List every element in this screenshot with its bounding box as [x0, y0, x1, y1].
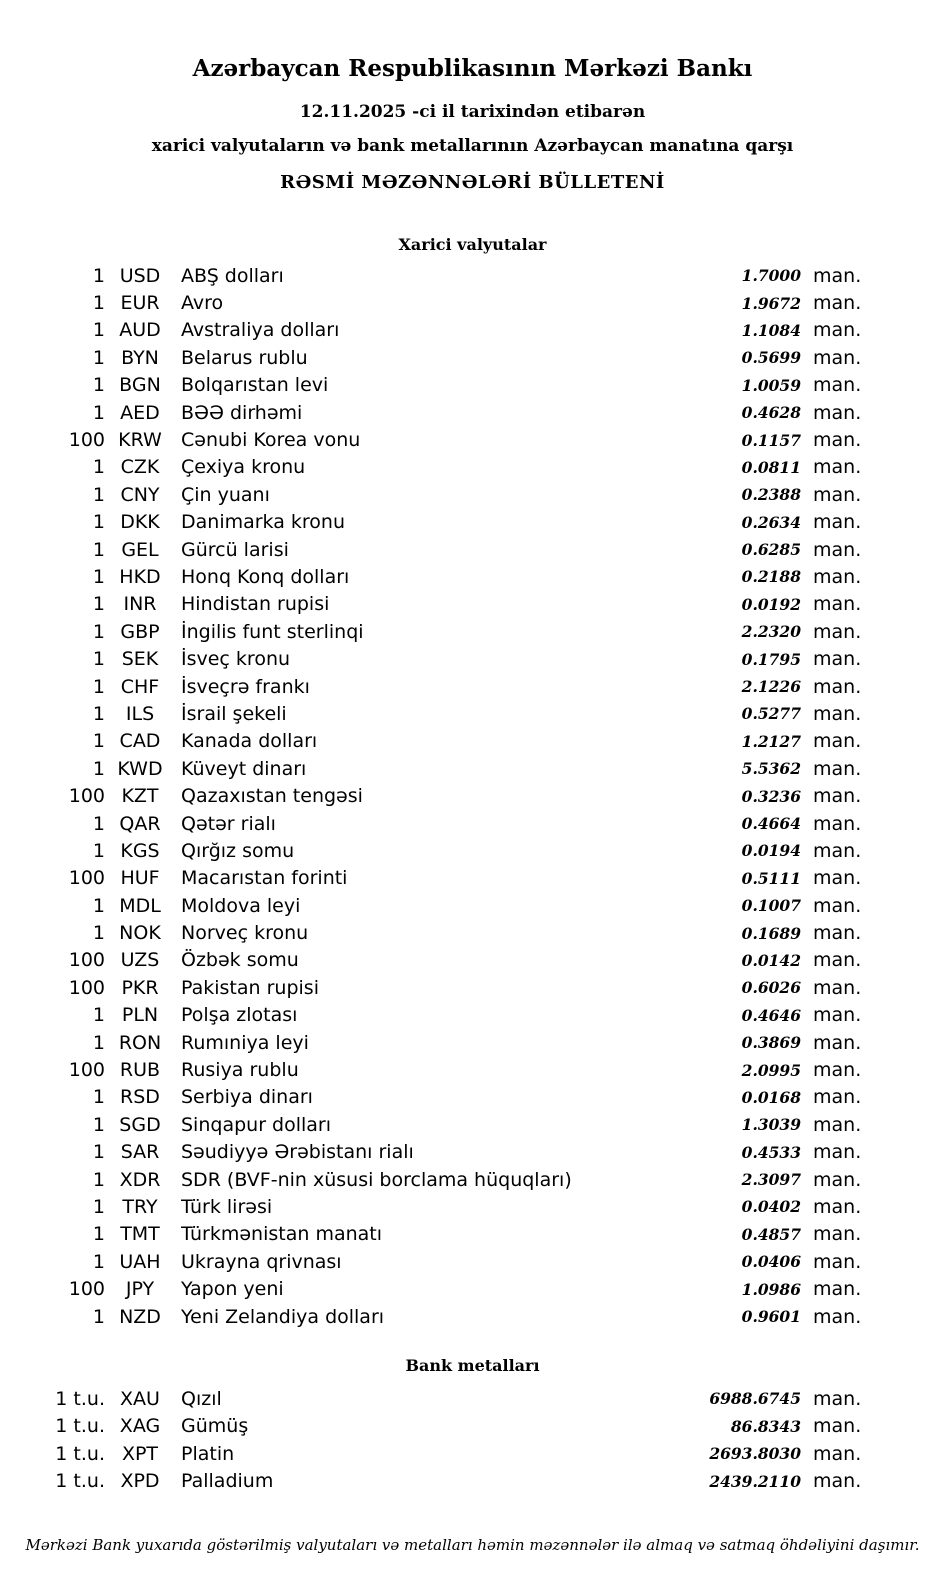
- row-rate: 0.0192: [741, 594, 801, 614]
- row-rate: 0.2634: [741, 512, 801, 532]
- row-unit: man.: [813, 1086, 862, 1109]
- row-unit: man.: [813, 1031, 862, 1054]
- row-rate: 2.1226: [741, 677, 801, 697]
- row-name: Cənubi Korea vonu: [181, 429, 361, 452]
- row-rate: 0.3869: [741, 1033, 801, 1053]
- row-qty: 1: [92, 839, 105, 862]
- row-code: CHF: [120, 675, 160, 698]
- row-name: Qətər rialı: [181, 812, 276, 835]
- metals-table: [0, 1385, 945, 1495]
- row-name: Gümüş: [181, 1415, 249, 1438]
- row-qty: 1: [92, 757, 105, 780]
- row-code: DKK: [120, 511, 160, 534]
- row-qty: 100: [68, 1059, 105, 1082]
- table-row: [0, 1029, 945, 1056]
- table-row: [0, 1303, 945, 1330]
- row-name: Küveyt dinarı: [181, 757, 307, 780]
- row-code: XAG: [119, 1415, 161, 1438]
- row-code: QAR: [119, 812, 161, 835]
- row-unit: man.: [813, 949, 862, 972]
- row-name: Belarus rublu: [181, 346, 308, 369]
- row-name: Qazaxıstan tengəsi: [181, 785, 363, 808]
- row-rate: 2.2320: [741, 622, 801, 642]
- row-qty: 1: [92, 620, 105, 643]
- row-rate: 0.1007: [741, 896, 801, 916]
- table-row: [0, 810, 945, 837]
- row-unit: man.: [813, 1168, 862, 1191]
- table-row: [0, 700, 945, 727]
- row-name: Honq Konq dolları: [181, 565, 350, 588]
- row-rate: 0.5277: [741, 704, 801, 724]
- row-name: Yapon yeni: [181, 1278, 284, 1301]
- row-qty: 1: [92, 456, 105, 479]
- row-unit: man.: [813, 1250, 862, 1273]
- row-qty: 1 t.u.: [55, 1442, 105, 1465]
- row-name: İsrail şekeli: [181, 702, 287, 725]
- row-qty: 100: [68, 429, 105, 452]
- row-code: XPT: [121, 1442, 159, 1465]
- row-rate: 1.1084: [741, 320, 801, 340]
- table-row: [0, 947, 945, 974]
- row-code: SEK: [121, 648, 159, 671]
- row-unit: man.: [813, 319, 862, 342]
- table-row: [0, 289, 945, 316]
- row-name: Hindistan rupisi: [181, 593, 330, 616]
- row-rate: 0.4533: [741, 1142, 801, 1162]
- table-row: [0, 865, 945, 892]
- table-row: [0, 399, 945, 426]
- row-code: CZK: [120, 456, 160, 479]
- row-code: KGS: [120, 839, 160, 862]
- table-row: [0, 344, 945, 371]
- row-code: HKD: [119, 565, 161, 588]
- row-code: HUF: [120, 867, 160, 890]
- table-row: [0, 1467, 945, 1494]
- document-header: [0, 55, 945, 193]
- row-unit: man.: [813, 1141, 862, 1164]
- row-rate: 0.0194: [741, 841, 801, 861]
- row-qty: 1: [92, 1031, 105, 1054]
- table-row: [0, 1221, 945, 1248]
- row-unit: man.: [813, 429, 862, 452]
- row-qty: 1: [92, 1086, 105, 1109]
- row-name: Sinqapur dolları: [181, 1113, 332, 1136]
- row-rate: 0.1795: [741, 649, 801, 669]
- subtitle-line: xarici valyutaların və bank metallarının Azərbaycan manatına qarşı: [151, 136, 794, 156]
- row-name: Özbək somu: [181, 949, 299, 972]
- row-qty: 1: [92, 511, 105, 534]
- section-title-currencies: Xarici valyutalar: [398, 235, 547, 254]
- table-row: [0, 919, 945, 946]
- bulletin-title: RƏSMİ MƏZƏNNƏLƏRİ BÜLLETENİ: [280, 172, 665, 193]
- row-qty: 1: [92, 319, 105, 342]
- table-row: [0, 755, 945, 782]
- row-qty: 1: [92, 1195, 105, 1218]
- row-rate: 0.1157: [741, 430, 801, 450]
- row-qty: 1: [92, 1223, 105, 1246]
- row-qty: 1: [92, 675, 105, 698]
- row-unit: man.: [813, 1278, 862, 1301]
- table-row: [0, 1275, 945, 1302]
- row-qty: 100: [68, 976, 105, 999]
- row-qty: 1: [92, 1113, 105, 1136]
- table-row: [0, 1139, 945, 1166]
- row-rate: 0.1689: [741, 923, 801, 943]
- row-name: Avstraliya dolları: [181, 319, 340, 342]
- row-qty: 1 t.u.: [55, 1387, 105, 1410]
- table-row: [0, 673, 945, 700]
- row-rate: 1.3039: [741, 1115, 801, 1135]
- table-row: [0, 618, 945, 645]
- row-code: USD: [119, 264, 161, 287]
- row-unit: man.: [813, 456, 862, 479]
- row-unit: man.: [813, 1223, 862, 1246]
- table-row: [0, 1111, 945, 1138]
- row-name: İsveçrə frankı: [181, 675, 310, 698]
- row-code: BYN: [121, 346, 159, 369]
- row-unit: man.: [813, 1004, 862, 1027]
- row-name: Rusiya rublu: [181, 1059, 299, 1082]
- table-row: [0, 1002, 945, 1029]
- row-qty: 1: [92, 374, 105, 397]
- row-code: XPD: [120, 1470, 160, 1493]
- row-rate: 0.0811: [741, 457, 801, 477]
- row-unit: man.: [813, 867, 862, 890]
- row-unit: man.: [813, 1113, 862, 1136]
- row-rate: 0.5699: [741, 348, 801, 368]
- row-qty: 1: [92, 1141, 105, 1164]
- row-name: Palladium: [181, 1470, 274, 1493]
- row-code: INR: [123, 593, 157, 616]
- row-code: CAD: [119, 730, 161, 753]
- row-unit: man.: [813, 730, 862, 753]
- table-row: [0, 728, 945, 755]
- row-code: UZS: [120, 949, 160, 972]
- table-row: [0, 591, 945, 618]
- row-name: Çin yuanı: [181, 483, 270, 506]
- row-rate: 2439.2110: [709, 1471, 801, 1491]
- row-code: KRW: [118, 429, 162, 452]
- row-unit: man.: [813, 702, 862, 725]
- row-qty: 100: [68, 1278, 105, 1301]
- row-rate: 2.0995: [741, 1060, 801, 1080]
- row-unit: man.: [813, 785, 862, 808]
- row-name: Yeni Zelandiya dolları: [181, 1305, 385, 1328]
- table-row: [0, 563, 945, 590]
- row-name: Gürcü larisi: [181, 538, 289, 561]
- table-row: [0, 454, 945, 481]
- row-unit: man.: [813, 1059, 862, 1082]
- row-rate: 0.0142: [741, 950, 801, 970]
- footer-note: Mərkəzi Bank yuxarıda göstərilmiş valyutaları və metalları həmin məzənnələr ilə almaq və satmaq öhdəliyini daşımır.: [25, 1536, 920, 1554]
- row-name: İngilis funt sterlinqi: [181, 620, 364, 643]
- row-code: CNY: [120, 483, 160, 506]
- row-qty: 1: [92, 264, 105, 287]
- row-qty: 1: [92, 565, 105, 588]
- row-qty: 100: [68, 785, 105, 808]
- row-unit: man.: [813, 620, 862, 643]
- table-row: [0, 837, 945, 864]
- row-name: Rumıniya leyi: [181, 1031, 309, 1054]
- row-qty: 1: [92, 730, 105, 753]
- row-qty: 1: [92, 483, 105, 506]
- row-code: SAR: [120, 1141, 160, 1164]
- row-unit: man.: [813, 1387, 862, 1410]
- row-rate: 0.2388: [741, 485, 801, 505]
- row-qty: 1: [92, 894, 105, 917]
- table-row: [0, 372, 945, 399]
- row-unit: man.: [813, 757, 862, 780]
- row-qty: 1: [92, 538, 105, 561]
- row-code: XDR: [119, 1168, 161, 1191]
- row-code: JPY: [125, 1278, 155, 1301]
- row-qty: 1: [92, 702, 105, 725]
- row-qty: 1: [92, 1305, 105, 1328]
- row-unit: man.: [813, 538, 862, 561]
- row-unit: man.: [813, 1470, 862, 1493]
- row-unit: man.: [813, 839, 862, 862]
- row-rate: 0.3236: [741, 786, 801, 806]
- row-rate: 0.9601: [741, 1307, 801, 1327]
- row-unit: man.: [813, 292, 862, 315]
- table-row: [0, 1166, 945, 1193]
- row-code: SGD: [119, 1113, 161, 1136]
- table-row: [0, 1440, 945, 1467]
- row-name: Polşa zlotası: [181, 1004, 298, 1027]
- row-rate: 0.6026: [741, 978, 801, 998]
- row-rate: 2.3097: [741, 1170, 801, 1190]
- row-unit: man.: [813, 565, 862, 588]
- row-name: Ukrayna qrivnası: [181, 1250, 342, 1273]
- table-row: [0, 426, 945, 453]
- table-row: [0, 1084, 945, 1111]
- row-qty: 1: [92, 346, 105, 369]
- row-name: Çexiya kronu: [181, 456, 306, 479]
- row-name: Kanada dolları: [181, 730, 318, 753]
- row-code: RUB: [119, 1059, 161, 1082]
- row-unit: man.: [813, 1305, 862, 1328]
- table-row: [0, 645, 945, 672]
- row-qty: 1: [92, 401, 105, 424]
- row-code: XAU: [120, 1387, 160, 1410]
- row-name: Norveç kronu: [181, 922, 309, 945]
- table-row: [0, 1385, 945, 1412]
- row-code: RSD: [120, 1086, 160, 1109]
- row-name: Macarıstan forinti: [181, 867, 348, 890]
- table-row: [0, 1193, 945, 1220]
- row-code: NZD: [119, 1305, 161, 1328]
- row-unit: man.: [813, 675, 862, 698]
- row-rate: 0.0402: [741, 1197, 801, 1217]
- table-row: [0, 317, 945, 344]
- row-name: Serbiya dinarı: [181, 1086, 313, 1109]
- row-unit: man.: [813, 511, 862, 534]
- section-title-metals: Bank metalları: [405, 1356, 540, 1376]
- row-unit: man.: [813, 374, 862, 397]
- row-qty: 1 t.u.: [55, 1415, 105, 1438]
- row-rate: 0.4857: [741, 1224, 801, 1244]
- row-code: BGN: [119, 374, 161, 397]
- row-name: Türkmənistan manatı: [181, 1223, 383, 1246]
- row-rate: 86.8343: [730, 1416, 801, 1436]
- row-code: PKR: [121, 976, 159, 999]
- row-name: SDR (BVF-nin xüsusi borclama hüquqları): [181, 1168, 572, 1191]
- table-row: [0, 481, 945, 508]
- row-name: Platin: [181, 1442, 235, 1465]
- row-rate: 5.5362: [741, 759, 801, 779]
- row-code: ILS: [125, 702, 155, 725]
- row-qty: 1: [92, 1168, 105, 1191]
- row-rate: 0.4646: [741, 1005, 801, 1025]
- table-row: [0, 1248, 945, 1275]
- row-name: Pakistan rupisi: [181, 976, 319, 999]
- row-rate: 0.6285: [741, 540, 801, 560]
- row-rate: 1.9672: [741, 293, 801, 313]
- currency-table: [0, 262, 945, 1330]
- row-code: KZT: [121, 785, 159, 808]
- row-unit: man.: [813, 922, 862, 945]
- row-rate: 0.4628: [741, 403, 801, 423]
- row-code: GEL: [121, 538, 159, 561]
- row-rate: 0.5111: [741, 868, 801, 888]
- row-rate: 0.4664: [741, 814, 801, 833]
- row-unit: man.: [813, 1415, 862, 1438]
- row-qty: 1: [92, 1250, 105, 1273]
- row-rate: 1.0986: [741, 1279, 801, 1299]
- row-rate: 1.7000: [741, 266, 801, 286]
- date-line: 12.11.2025 -ci il tarixindən etibarən: [299, 102, 646, 122]
- row-unit: man.: [813, 401, 862, 424]
- row-code: EUR: [120, 292, 160, 315]
- row-name: Qızıl: [181, 1387, 222, 1410]
- row-rate: 1.0059: [741, 375, 801, 395]
- row-unit: man.: [813, 346, 862, 369]
- table-row: [0, 1056, 945, 1083]
- row-name: İsveç kronu: [181, 648, 291, 671]
- table-row: [0, 536, 945, 563]
- row-qty: 1: [92, 922, 105, 945]
- row-code: AUD: [119, 319, 161, 342]
- row-name: BƏƏ dirhəmi: [181, 401, 303, 424]
- row-name: Avro: [181, 292, 224, 315]
- page-title: Azərbaycan Respublikasının Mərkəzi Bankı: [192, 55, 753, 82]
- row-qty: 1: [92, 593, 105, 616]
- row-code: KWD: [117, 757, 163, 780]
- table-row: [0, 509, 945, 536]
- row-name: Türk lirəsi: [181, 1195, 273, 1218]
- row-code: NOK: [119, 922, 161, 945]
- row-code: TMT: [120, 1223, 160, 1246]
- row-code: RON: [118, 1031, 162, 1054]
- row-name: Səudiyyə Ərəbistanı rialı: [181, 1141, 414, 1164]
- row-qty: 100: [68, 949, 105, 972]
- row-qty: 1: [92, 1004, 105, 1027]
- row-code: GBP: [120, 620, 160, 643]
- row-unit: man.: [813, 976, 862, 999]
- row-rate: 0.0168: [741, 1087, 801, 1107]
- row-qty: 1: [92, 648, 105, 671]
- row-rate: 0.0406: [741, 1252, 801, 1272]
- row-qty: 100: [68, 867, 105, 890]
- row-unit: man.: [813, 483, 862, 506]
- row-qty: 1: [92, 292, 105, 315]
- row-unit: man.: [813, 894, 862, 917]
- row-code: PLN: [121, 1004, 159, 1027]
- row-name: Bolqarıstan levi: [181, 374, 329, 397]
- row-rate: 6988.6745: [709, 1389, 801, 1409]
- row-unit: man.: [813, 593, 862, 616]
- row-rate: 0.2188: [741, 567, 801, 587]
- row-name: ABŞ dolları: [181, 264, 284, 287]
- row-unit: man.: [813, 1442, 862, 1465]
- table-row: [0, 782, 945, 809]
- row-name: Qırğız somu: [181, 839, 295, 862]
- row-rate: 2693.8030: [709, 1444, 801, 1464]
- row-name: Danimarka kronu: [181, 511, 346, 534]
- row-code: UAH: [119, 1250, 161, 1273]
- table-row: [0, 974, 945, 1001]
- row-unit: man.: [813, 1195, 862, 1218]
- row-qty: 1: [92, 812, 105, 835]
- row-code: AED: [120, 401, 160, 424]
- table-row: [0, 892, 945, 919]
- table-row: [0, 262, 945, 289]
- row-unit: man.: [813, 264, 862, 287]
- table-row: [0, 1413, 945, 1440]
- row-code: TRY: [122, 1195, 158, 1218]
- row-unit: man.: [813, 648, 862, 671]
- row-code: MDL: [119, 894, 161, 917]
- row-name: Moldova leyi: [181, 894, 301, 917]
- row-unit: man.: [813, 812, 862, 835]
- row-rate: 1.2127: [741, 731, 801, 751]
- row-qty: 1 t.u.: [55, 1470, 105, 1493]
